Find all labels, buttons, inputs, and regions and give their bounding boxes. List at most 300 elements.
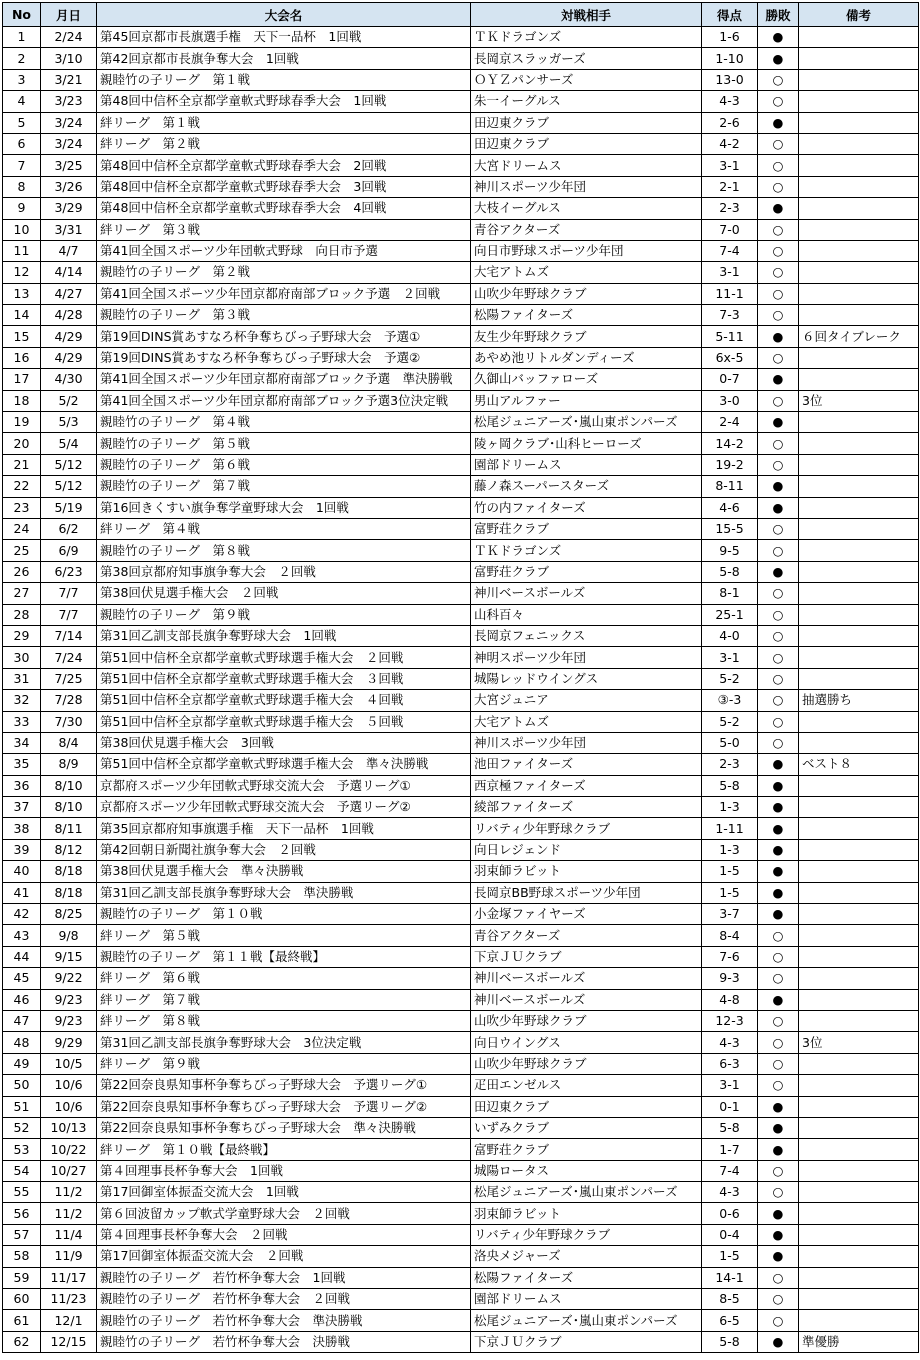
table-row xyxy=(3,1053,919,1074)
table-row xyxy=(3,818,919,839)
cell-opponent: 神川ベースボールズ xyxy=(471,968,702,989)
cell-score: 12-3 xyxy=(702,1010,758,1031)
cell-date: 3/24 xyxy=(41,133,97,154)
table-row xyxy=(3,754,919,775)
cell-no: 4 xyxy=(3,91,41,112)
cell-event: 絆リーグ 第７戦 xyxy=(97,989,471,1010)
cell-opponent: 友生少年野球クラブ xyxy=(471,326,702,347)
cell-opponent: 松尾ジュニアーズ･嵐山東ポンパーズ xyxy=(471,1182,702,1203)
cell-event: 絆リーグ 第８戦 xyxy=(97,1010,471,1031)
cell-date: 8/4 xyxy=(41,732,97,753)
table-row xyxy=(3,454,919,475)
cell-date: 7/14 xyxy=(41,625,97,646)
cell-date: 6/2 xyxy=(41,518,97,539)
cell-note xyxy=(799,583,919,604)
cell-note xyxy=(799,412,919,433)
cell-no: 11 xyxy=(3,240,41,261)
cell-opponent: 松陽ファイターズ xyxy=(471,1267,702,1288)
cell-no: 58 xyxy=(3,1246,41,1267)
cell-note: 抽選勝ち xyxy=(799,690,919,711)
cell-result: ○ xyxy=(758,1310,799,1331)
table-row xyxy=(3,946,919,967)
cell-date: 9/22 xyxy=(41,968,97,989)
cell-score: 5-2 xyxy=(702,668,758,689)
cell-score: 1-5 xyxy=(702,1246,758,1267)
cell-event: 第41回全国スポーツ少年団京都府南部ブロック予選3位決定戦 xyxy=(97,390,471,411)
cell-date: 10/13 xyxy=(41,1117,97,1138)
cell-score: 7-4 xyxy=(702,240,758,261)
cell-no: 62 xyxy=(3,1331,41,1352)
cell-result: ○ xyxy=(758,454,799,475)
cell-opponent: 池田ファイターズ xyxy=(471,754,702,775)
table-body xyxy=(3,27,919,1353)
cell-result: ○ xyxy=(758,1267,799,1288)
cell-score: 4-8 xyxy=(702,989,758,1010)
cell-no: 50 xyxy=(3,1075,41,1096)
cell-result: ● xyxy=(758,476,799,497)
cell-score: 8-4 xyxy=(702,925,758,946)
cell-opponent: 山吹少年野球クラブ xyxy=(471,1010,702,1031)
cell-no: 60 xyxy=(3,1289,41,1310)
cell-date: 10/27 xyxy=(41,1160,97,1181)
cell-note xyxy=(799,904,919,925)
header-score: 得点 xyxy=(702,3,758,27)
cell-opponent: 大宮ジュニア xyxy=(471,690,702,711)
cell-event: 親睦竹の子リーグ 若竹杯争奪大会 決勝戦 xyxy=(97,1331,471,1352)
cell-date: 8/25 xyxy=(41,904,97,925)
cell-event: 第41回全国スポーツ少年団京都府南部ブロック予選 準決勝戦 xyxy=(97,369,471,390)
cell-note xyxy=(799,882,919,903)
cell-event: 親睦竹の子リーグ 第１戦 xyxy=(97,69,471,90)
cell-score: 1-7 xyxy=(702,1139,758,1160)
cell-score: 5-2 xyxy=(702,711,758,732)
cell-event: 第48回中信杯全京都学童軟式野球春季大会 2回戦 xyxy=(97,155,471,176)
cell-event: 親睦竹の子リーグ 第６戦 xyxy=(97,454,471,475)
cell-score: 7-6 xyxy=(702,946,758,967)
table-row xyxy=(3,1010,919,1031)
table-row xyxy=(3,240,919,261)
cell-no: 15 xyxy=(3,326,41,347)
cell-date: 8/18 xyxy=(41,861,97,882)
cell-no: 52 xyxy=(3,1117,41,1138)
cell-opponent: 綾部ファイターズ xyxy=(471,797,702,818)
table-row xyxy=(3,968,919,989)
cell-score: 3-1 xyxy=(702,647,758,668)
cell-event: 第６回波留カップ軟式学童野球大会 ２回戦 xyxy=(97,1203,471,1224)
cell-note xyxy=(799,1267,919,1288)
table-row xyxy=(3,476,919,497)
cell-score: 0-4 xyxy=(702,1224,758,1245)
cell-score: 14-2 xyxy=(702,433,758,454)
cell-date: 4/14 xyxy=(41,262,97,283)
cell-date: 3/10 xyxy=(41,48,97,69)
cell-no: 51 xyxy=(3,1096,41,1117)
cell-opponent: 城陽レッドウイングス xyxy=(471,668,702,689)
cell-score: 8-1 xyxy=(702,583,758,604)
cell-score: 2-6 xyxy=(702,112,758,133)
cell-result: ○ xyxy=(758,283,799,304)
cell-event: 絆リーグ 第２戦 xyxy=(97,133,471,154)
cell-result: ○ xyxy=(758,347,799,368)
cell-note xyxy=(799,1310,919,1331)
cell-date: 4/7 xyxy=(41,240,97,261)
cell-date: 3/26 xyxy=(41,176,97,197)
cell-score: 2-3 xyxy=(702,198,758,219)
cell-score: 4-3 xyxy=(702,1032,758,1053)
cell-note xyxy=(799,283,919,304)
cell-note xyxy=(799,946,919,967)
table-row xyxy=(3,305,919,326)
cell-date: 3/21 xyxy=(41,69,97,90)
cell-date: 4/28 xyxy=(41,305,97,326)
cell-no: 27 xyxy=(3,583,41,604)
cell-opponent: 朱一イーグルス xyxy=(471,91,702,112)
table-row xyxy=(3,176,919,197)
cell-no: 7 xyxy=(3,155,41,176)
cell-date: 5/4 xyxy=(41,433,97,454)
cell-no: 10 xyxy=(3,219,41,240)
cell-event: 絆リーグ 第４戦 xyxy=(97,518,471,539)
cell-event: 第51回中信杯全京都学童軟式野球選手権大会 準々決勝戦 xyxy=(97,754,471,775)
cell-note xyxy=(799,540,919,561)
cell-opponent: 富野荘クラブ xyxy=(471,561,702,582)
cell-event: 第17回御室体振盃交流大会 1回戦 xyxy=(97,1182,471,1203)
cell-score: 25-1 xyxy=(702,604,758,625)
cell-result: ○ xyxy=(758,668,799,689)
cell-no: 9 xyxy=(3,198,41,219)
cell-no: 21 xyxy=(3,454,41,475)
cell-event: 第51回中信杯全京都学童軟式野球選手権大会 ４回戦 xyxy=(97,690,471,711)
table-row xyxy=(3,668,919,689)
cell-no: 34 xyxy=(3,732,41,753)
cell-no: 17 xyxy=(3,369,41,390)
cell-opponent: 藤ノ森スーパースターズ xyxy=(471,476,702,497)
cell-opponent: 青谷アクターズ xyxy=(471,925,702,946)
cell-event: 第22回奈良県知事杯争奪ちびっ子野球大会 予選リーグ② xyxy=(97,1096,471,1117)
cell-event: 第51回中信杯全京都学童軟式野球選手権大会 ２回戦 xyxy=(97,647,471,668)
cell-result: ○ xyxy=(758,968,799,989)
table-row xyxy=(3,48,919,69)
cell-date: 11/17 xyxy=(41,1267,97,1288)
cell-date: 7/24 xyxy=(41,647,97,668)
header-event: 大会名 xyxy=(97,3,471,27)
cell-opponent: 松尾ジュニアーズ･嵐山東ポンパーズ xyxy=(471,412,702,433)
cell-note xyxy=(799,711,919,732)
cell-event: 第22回奈良県知事杯争奪ちびっ子野球大会 準々決勝戦 xyxy=(97,1117,471,1138)
cell-date: 8/9 xyxy=(41,754,97,775)
table-row xyxy=(3,283,919,304)
cell-result: ○ xyxy=(758,690,799,711)
cell-no: 3 xyxy=(3,69,41,90)
cell-date: 10/5 xyxy=(41,1053,97,1074)
cell-no: 54 xyxy=(3,1160,41,1181)
table-row xyxy=(3,604,919,625)
cell-event: 第48回中信杯全京都学童軟式野球春季大会 4回戦 xyxy=(97,198,471,219)
cell-opponent: 園部ドリームス xyxy=(471,1289,702,1310)
cell-no: 28 xyxy=(3,604,41,625)
cell-note xyxy=(799,1182,919,1203)
cell-score: 1-6 xyxy=(702,27,758,48)
cell-no: 25 xyxy=(3,540,41,561)
table-row xyxy=(3,198,919,219)
table-row xyxy=(3,882,919,903)
cell-opponent: 陵ヶ岡クラブ･山科ヒーローズ xyxy=(471,433,702,454)
cell-result: ○ xyxy=(758,262,799,283)
cell-result: ○ xyxy=(758,1032,799,1053)
cell-result: ● xyxy=(758,989,799,1010)
cell-no: 23 xyxy=(3,497,41,518)
cell-result: ○ xyxy=(758,711,799,732)
cell-opponent: 久御山バッファローズ xyxy=(471,369,702,390)
cell-date: 10/22 xyxy=(41,1139,97,1160)
cell-score: 0-6 xyxy=(702,1203,758,1224)
cell-no: 24 xyxy=(3,518,41,539)
cell-score: 0-7 xyxy=(702,369,758,390)
cell-date: 7/30 xyxy=(41,711,97,732)
cell-note xyxy=(799,604,919,625)
cell-result: ○ xyxy=(758,518,799,539)
cell-note xyxy=(799,1053,919,1074)
cell-result: ○ xyxy=(758,1075,799,1096)
cell-event: 第19回DINS賞あすなろ杯争奪ちびっ子野球大会 予選② xyxy=(97,347,471,368)
cell-opponent: 向日レジェンド xyxy=(471,839,702,860)
cell-date: 4/29 xyxy=(41,326,97,347)
cell-score: 4-3 xyxy=(702,1182,758,1203)
cell-event: 第38回伏見選手権大会 ２回戦 xyxy=(97,583,471,604)
cell-date: 8/18 xyxy=(41,882,97,903)
cell-score: 1-3 xyxy=(702,797,758,818)
cell-note xyxy=(799,561,919,582)
table-row xyxy=(3,219,919,240)
cell-date: 8/11 xyxy=(41,818,97,839)
table-row xyxy=(3,1310,919,1331)
table-row xyxy=(3,1203,919,1224)
cell-date: 12/15 xyxy=(41,1331,97,1352)
cell-note xyxy=(799,133,919,154)
header-opponent: 対戦相手 xyxy=(471,3,702,27)
cell-date: 7/7 xyxy=(41,604,97,625)
cell-opponent: 神川ベースボールズ xyxy=(471,989,702,1010)
cell-score: 15-5 xyxy=(702,518,758,539)
cell-result: ○ xyxy=(758,219,799,240)
cell-date: 7/28 xyxy=(41,690,97,711)
cell-event: 第51回中信杯全京都学童軟式野球選手権大会 ３回戦 xyxy=(97,668,471,689)
cell-score: 0-1 xyxy=(702,1096,758,1117)
cell-result: ○ xyxy=(758,732,799,753)
cell-opponent: 長岡京フェニックス xyxy=(471,625,702,646)
cell-opponent: 下京ＪＵクラブ xyxy=(471,1331,702,1352)
cell-no: 33 xyxy=(3,711,41,732)
cell-score: 1-10 xyxy=(702,48,758,69)
cell-date: 5/2 xyxy=(41,390,97,411)
cell-opponent: ＴＫドラゴンズ xyxy=(471,27,702,48)
cell-score: 7-4 xyxy=(702,1160,758,1181)
cell-date: 11/2 xyxy=(41,1203,97,1224)
cell-opponent: 大宮ドリームス xyxy=(471,155,702,176)
cell-note xyxy=(799,27,919,48)
table-row xyxy=(3,347,919,368)
table-row xyxy=(3,390,919,411)
cell-result: ● xyxy=(758,326,799,347)
cell-no: 37 xyxy=(3,797,41,818)
header-date: 月日 xyxy=(41,3,97,27)
cell-opponent: 松陽ファイターズ xyxy=(471,305,702,326)
cell-opponent: 松尾ジュニアーズ･嵐山東ポンパーズ xyxy=(471,1310,702,1331)
cell-note xyxy=(799,1117,919,1138)
cell-opponent: 城陽ロータス xyxy=(471,1160,702,1181)
cell-score: 5-8 xyxy=(702,1117,758,1138)
cell-opponent: 園部ドリームス xyxy=(471,454,702,475)
cell-opponent: いずみクラブ xyxy=(471,1117,702,1138)
table-row xyxy=(3,112,919,133)
cell-result: ○ xyxy=(758,1160,799,1181)
cell-result: ● xyxy=(758,1203,799,1224)
table-row xyxy=(3,989,919,1010)
cell-date: 6/9 xyxy=(41,540,97,561)
table-row xyxy=(3,27,919,48)
cell-event: 親睦竹の子リーグ 第１１戦【最終戦】 xyxy=(97,946,471,967)
cell-note xyxy=(799,968,919,989)
cell-no: 61 xyxy=(3,1310,41,1331)
cell-note xyxy=(799,497,919,518)
cell-no: 48 xyxy=(3,1032,41,1053)
table-row xyxy=(3,540,919,561)
cell-date: 11/4 xyxy=(41,1224,97,1245)
cell-opponent: 男山アルファー xyxy=(471,390,702,411)
cell-note xyxy=(799,48,919,69)
cell-no: 47 xyxy=(3,1010,41,1031)
cell-result: ○ xyxy=(758,625,799,646)
cell-result: ● xyxy=(758,775,799,796)
cell-no: 8 xyxy=(3,176,41,197)
table-row xyxy=(3,1075,919,1096)
cell-event: 第22回奈良県知事杯争奪ちびっ子野球大会 予選リーグ① xyxy=(97,1075,471,1096)
cell-result: ○ xyxy=(758,176,799,197)
cell-no: 46 xyxy=(3,989,41,1010)
cell-score: ③-3 xyxy=(702,690,758,711)
cell-no: 13 xyxy=(3,283,41,304)
cell-no: 38 xyxy=(3,818,41,839)
cell-no: 56 xyxy=(3,1203,41,1224)
cell-opponent: 西京極ファイターズ xyxy=(471,775,702,796)
cell-no: 32 xyxy=(3,690,41,711)
cell-note xyxy=(799,433,919,454)
table-row xyxy=(3,1267,919,1288)
cell-score: 5-11 xyxy=(702,326,758,347)
cell-note xyxy=(799,925,919,946)
cell-date: 7/7 xyxy=(41,583,97,604)
cell-no: 55 xyxy=(3,1182,41,1203)
cell-date: 5/19 xyxy=(41,497,97,518)
cell-note xyxy=(799,454,919,475)
cell-event: 第17回御室体振盃交流大会 ２回戦 xyxy=(97,1246,471,1267)
cell-score: 5-8 xyxy=(702,775,758,796)
cell-note xyxy=(799,155,919,176)
cell-score: 1-3 xyxy=(702,839,758,860)
cell-opponent: 向日ウイングス xyxy=(471,1032,702,1053)
cell-score: 6-3 xyxy=(702,1053,758,1074)
table-row xyxy=(3,1289,919,1310)
cell-date: 4/27 xyxy=(41,283,97,304)
cell-no: 30 xyxy=(3,647,41,668)
cell-note xyxy=(799,1246,919,1267)
cell-note xyxy=(799,989,919,1010)
cell-note xyxy=(799,369,919,390)
cell-result: ○ xyxy=(758,604,799,625)
cell-result: ○ xyxy=(758,240,799,261)
cell-note xyxy=(799,305,919,326)
cell-opponent: リバティ少年野球クラブ xyxy=(471,818,702,839)
table-row xyxy=(3,326,919,347)
cell-result: ● xyxy=(758,369,799,390)
cell-event: 第51回中信杯全京都学童軟式野球選手権大会 ５回戦 xyxy=(97,711,471,732)
table-row xyxy=(3,925,919,946)
cell-event: 第48回中信杯全京都学童軟式野球春季大会 3回戦 xyxy=(97,176,471,197)
cell-score: 11-1 xyxy=(702,283,758,304)
cell-date: 5/12 xyxy=(41,476,97,497)
cell-note xyxy=(799,476,919,497)
cell-event: 第38回伏見選手権大会 3回戦 xyxy=(97,732,471,753)
cell-result: ● xyxy=(758,1224,799,1245)
cell-date: 5/3 xyxy=(41,412,97,433)
cell-no: 20 xyxy=(3,433,41,454)
cell-opponent: 富野荘クラブ xyxy=(471,518,702,539)
cell-result: ● xyxy=(758,198,799,219)
cell-note xyxy=(799,69,919,90)
cell-score: 7-0 xyxy=(702,219,758,240)
cell-score: 8-5 xyxy=(702,1289,758,1310)
cell-note: 3位 xyxy=(799,1032,919,1053)
cell-note xyxy=(799,839,919,860)
cell-score: 4-0 xyxy=(702,625,758,646)
cell-result: ● xyxy=(758,497,799,518)
cell-date: 9/23 xyxy=(41,1010,97,1031)
table-row xyxy=(3,69,919,90)
cell-opponent: 神川スポーツ少年団 xyxy=(471,176,702,197)
cell-note xyxy=(799,240,919,261)
cell-date: 3/25 xyxy=(41,155,97,176)
cell-result: ○ xyxy=(758,946,799,967)
table-row xyxy=(3,155,919,176)
cell-no: 19 xyxy=(3,412,41,433)
cell-event: 親睦竹の子リーグ 若竹杯争奪大会 ２回戦 xyxy=(97,1289,471,1310)
cell-event: 第31回乙訓支部長旗争奪野球大会 1回戦 xyxy=(97,625,471,646)
cell-no: 5 xyxy=(3,112,41,133)
cell-no: 36 xyxy=(3,775,41,796)
cell-date: 9/15 xyxy=(41,946,97,967)
cell-note xyxy=(799,176,919,197)
table-row xyxy=(3,839,919,860)
cell-no: 49 xyxy=(3,1053,41,1074)
cell-no: 26 xyxy=(3,561,41,582)
cell-date: 3/24 xyxy=(41,112,97,133)
cell-result: ○ xyxy=(758,433,799,454)
table-row xyxy=(3,1117,919,1138)
cell-event: 第38回京都府知事旗争奪大会 ２回戦 xyxy=(97,561,471,582)
cell-no: 14 xyxy=(3,305,41,326)
cell-date: 8/10 xyxy=(41,775,97,796)
table-row xyxy=(3,711,919,732)
cell-opponent: 大宅アトムズ xyxy=(471,262,702,283)
cell-date: 3/23 xyxy=(41,91,97,112)
table-row xyxy=(3,1032,919,1053)
cell-note xyxy=(799,861,919,882)
cell-event: 絆リーグ 第９戦 xyxy=(97,1053,471,1074)
cell-date: 9/29 xyxy=(41,1032,97,1053)
cell-score: 19-2 xyxy=(702,454,758,475)
table-row xyxy=(3,775,919,796)
cell-result: ○ xyxy=(758,540,799,561)
